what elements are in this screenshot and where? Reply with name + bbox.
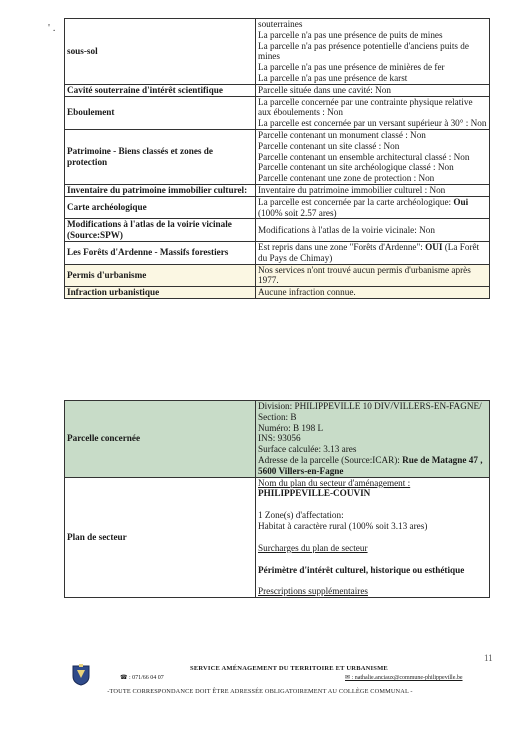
value-line xyxy=(258,455,487,477)
value-line: Section: B xyxy=(258,411,297,422)
spacer xyxy=(258,554,487,565)
value-bold: Périmètre d'intérêt culturel, historique ou esthétique xyxy=(258,564,465,575)
value-infraction: Aucune infraction connue. xyxy=(256,287,490,299)
label-plan-secteur: Plan de secteur xyxy=(65,477,256,598)
value-text: (La Forêt du Pays de Chimay) xyxy=(258,241,480,263)
value-inventaire: Inventaire du patrimoine immobilier culturel : Non xyxy=(256,184,490,196)
row-parcelle xyxy=(65,401,490,478)
plan-title: Nom du plan du secteur d'aménagement : xyxy=(258,477,411,488)
perimetre-line xyxy=(258,565,487,576)
value-line: souterraines xyxy=(258,19,303,29)
value-line: La parcelle concernée par une contrainte physique relative aux éboulements : Non xyxy=(258,96,473,118)
spacer xyxy=(258,532,487,543)
value-line: Parcelle contenant un ensemble architectural classé : Non xyxy=(258,151,470,162)
value-line: Numéro: B 198 L xyxy=(258,422,324,433)
value-parcelle xyxy=(256,401,490,478)
value-sous-sol xyxy=(256,19,490,85)
value-line: INS: 93056 xyxy=(258,433,301,444)
value-patrimoine xyxy=(256,129,490,184)
label-permis-urbanisme: Permis d'urbanisme xyxy=(65,264,256,287)
row-forets-ardenne xyxy=(65,241,490,264)
label-cavite: Cavité souterraine d'intérêt scientifique xyxy=(65,84,256,96)
row-voirie-vicinale xyxy=(65,219,490,242)
row-patrimoine xyxy=(65,129,490,184)
parcel-info-table xyxy=(64,18,490,299)
corner-mark: ' . xyxy=(48,22,56,34)
value-text: Adresse de la parcelle (Source:ICAR): xyxy=(258,454,403,465)
row-carte-archeologique xyxy=(65,196,490,219)
row-infraction xyxy=(65,287,490,299)
value-permis-urbanisme: Nos services n'ont trouvé aucun permis d'urbanisme après 1977. xyxy=(256,264,490,287)
spacer xyxy=(258,499,487,510)
value-voirie-vicinale: Modifications à l'atlas de la voirie vicinale: Non xyxy=(256,219,490,242)
value-line: Parcelle contenant un site archéologique classé : Non xyxy=(258,162,454,173)
value-line: La parcelle n'a pas une présence de puits de mines xyxy=(258,29,443,40)
label-infraction: Infraction urbanistique xyxy=(65,287,256,299)
label-inventaire: Inventaire du patrimoine immobilier culturel: xyxy=(65,184,256,196)
value-line: La parcelle n'a pas une présence de karst xyxy=(258,72,408,83)
value-bold: OUI xyxy=(425,241,443,252)
label-sous-sol: sous-sol xyxy=(65,19,256,85)
value-text: Est repris dans une zone "Forêts d'Ardenne": xyxy=(258,241,426,252)
label-eboulement: Eboulement xyxy=(65,96,256,129)
spacer xyxy=(258,575,487,586)
value-line: Parcelle contenant un site classé : Non xyxy=(258,140,400,151)
correspondence-notice: -TOUTE CORRESPONDANCE DOIT ÊTRE ADRESSÉE OBLIGATOIREMENT AU COLLÈGE COMMUNAL - xyxy=(107,688,413,695)
phone-number: ☎ : 071/66 04 07 xyxy=(120,675,164,681)
value-line: Parcelle contenant une zone de protection : Non xyxy=(258,173,435,184)
label-carte-archeologique: Carte archéologique xyxy=(65,196,256,219)
value-eboulement xyxy=(256,96,490,129)
commune-crest-icon xyxy=(72,664,90,686)
value-line xyxy=(258,197,487,208)
service-name: SERVICE AMÉNAGEMENT DU TERRITOIRE ET URBANISME xyxy=(190,665,388,672)
prescriptions-line: Prescriptions supplémentaires xyxy=(258,586,368,597)
email-link[interactable]: ✉ : nathalie.anciaux@commune-philippeville.be xyxy=(345,675,463,681)
zones-line: 1 Zone(s) d'affectation: xyxy=(258,510,344,521)
value-line: La parcelle n'a pas présence potentielle d'anciens puits de mines xyxy=(258,40,469,62)
surcharges-line: Surcharges du plan de secteur xyxy=(258,542,368,553)
page-footer xyxy=(0,650,520,736)
value-forets-ardenne xyxy=(256,241,490,264)
value-plan-secteur xyxy=(256,477,490,598)
row-plan-secteur xyxy=(65,477,490,598)
row-permis-urbanisme xyxy=(65,264,490,287)
page-number: 11 xyxy=(484,653,493,663)
value-line: Division: PHILIPPEVILLE 10 DIV/VILLERS-EN-FAGNE/ xyxy=(258,401,482,411)
value-text: La parcelle est concernée par la carte archéologique: xyxy=(258,196,454,207)
value-line: Parcelle contenant un monument classé : Non xyxy=(258,129,426,140)
label-parcelle: Parcelle concernée xyxy=(65,401,256,478)
value-cavite: Parcelle située dans une cavité: Non xyxy=(256,84,490,96)
value-line: (100% soit 2.57 ares) xyxy=(258,207,337,218)
row-eboulement xyxy=(65,96,490,129)
value-line: La parcelle est concernée par un versant supérieur à 30° : Non xyxy=(258,118,487,129)
value-bold: Oui xyxy=(453,196,469,207)
row-sous-sol xyxy=(65,19,490,85)
label-forets-ardenne: Les Forêts d'Ardenne - Massifs forestiers xyxy=(65,241,256,264)
value-bold: Rue de Matagne 47 , 5600 Villers-en-Fagne xyxy=(258,454,483,476)
label-patrimoine: Patrimoine - Biens classés et zones de protection xyxy=(65,129,256,184)
habitat-line: Habitat à caractère rural (100% soit 3.13 ares) xyxy=(258,520,428,531)
row-inventaire xyxy=(65,184,490,196)
parcel-detail-table xyxy=(64,400,490,598)
plan-name xyxy=(258,488,487,499)
value-carte-archeologique xyxy=(256,196,490,219)
value-line: Surface calculée: 3.13 ares xyxy=(258,444,357,455)
label-voirie-vicinale: Modifications à l'atlas de la voirie vicinale (Source:SPW) xyxy=(65,219,256,242)
row-cavite xyxy=(65,84,490,96)
value-line: La parcelle n'a pas une présence de minières de fer xyxy=(258,62,445,73)
value-bold: PHILIPPEVILLE-COUVIN xyxy=(258,488,371,499)
